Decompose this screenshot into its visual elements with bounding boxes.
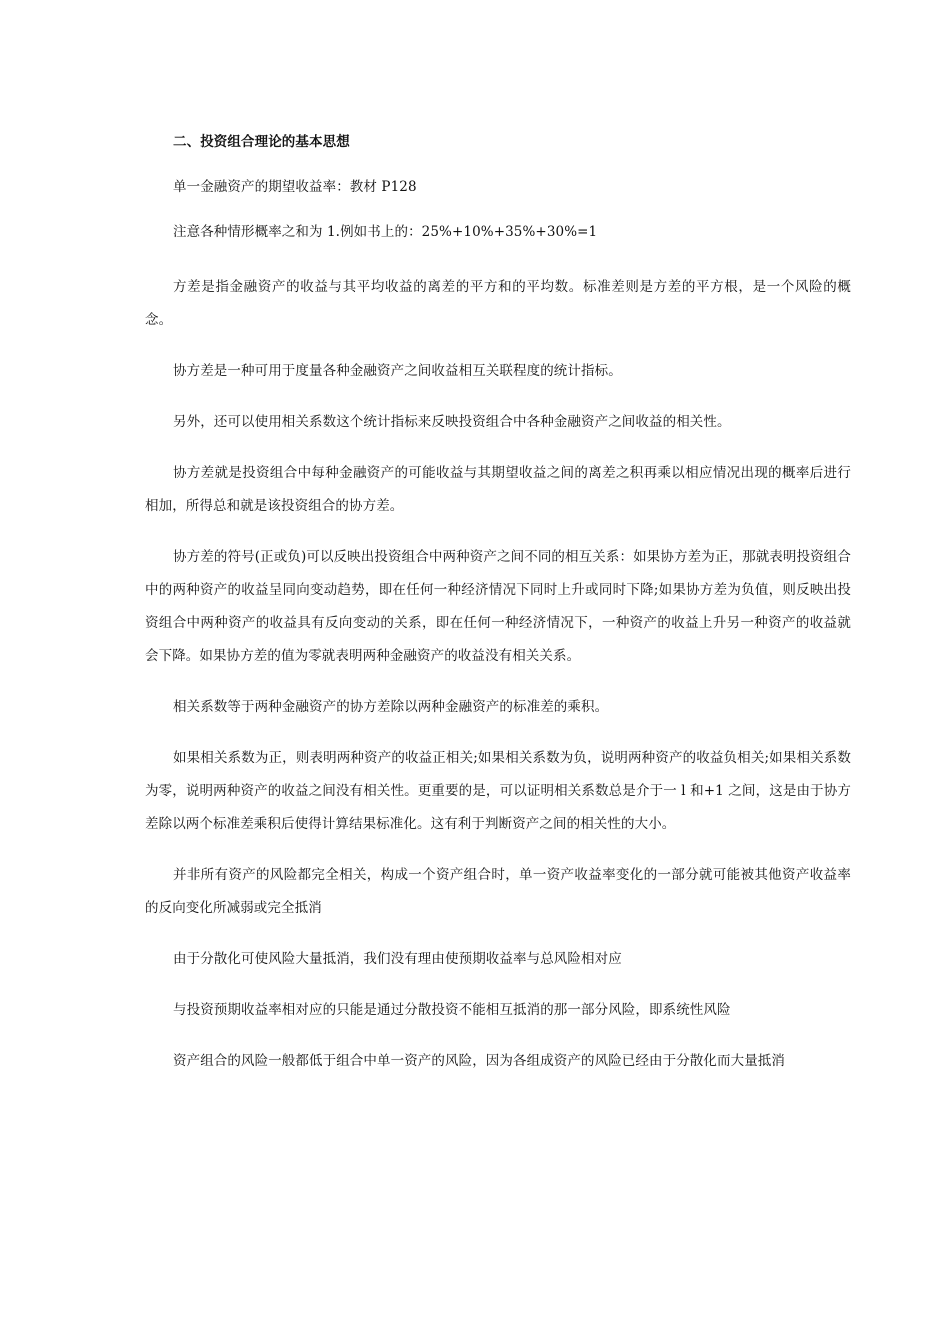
paragraph-correlation-intro: 另外，还可以使用相关系数这个统计指标来反映投资组合中各种金融资产之间收益的相关性。 [173,414,731,430]
paragraph-probability-sum: 注意各种情形概率之和为 1.例如书上的：25%+10%+35%+30%=1 [173,224,598,240]
paragraph-expected-return: 单一金融资产的期望收益率：教材 P128 [173,179,417,195]
paragraph-covariance-sign: 协方差的符号(正或负)可以反映出投资组合中两种资产之间不同的相互关系：如果协方差为正，那就表明投资组合中的两种资产的收益呈同向变动趋势，即在任何一种经济情况下同时上升或同时下降;如果协方差为负值，则反映出投资组合中两种资产的收益具有反向变动的关系，即在任何一种经济情况下，一种资产的收益上升另一种资产的收益就会下降。如果协方差的值为零就表明两种金融资产的收益没有相关关系。 [145,549,851,664]
paragraph-systematic-risk: 与投资预期收益率相对应的只能是通过分散投资不能相互抵消的那一部分风险，即系统性风险 [173,1002,731,1018]
paragraph-risk-offset: 并非所有资产的风险都完全相关，构成一个资产组合时，单一资产收益率变化的一部分就可能被其他资产收益率的反向变化所减弱或完全抵消 [145,867,851,916]
paragraph-variance: 方差是指金融资产的收益与其平均收益的离差的平方和的平均数。标准差则是方差的平方根，是一个风险的概念。 [145,279,851,328]
document-body [145,126,851,1078]
paragraph-diversification: 由于分散化可使风险大量抵消，我们没有理由使预期收益率与总风险相对应 [173,951,622,967]
paragraph-correlation-sign: 如果相关系数为正，则表明两种资产的收益正相关;如果相关系数为负，说明两种资产的收益负相关;如果相关系数为零，说明两种资产的收益之间没有相关性。更重要的是，可以证明相关系数总是介于一 l 和+1 之间，这是由于协方差除以两个标准差乘积后使得计算结果标准化。这有利于判断资产之间的相关性的大小。 [145,750,851,832]
paragraph-covariance-calculation: 协方差就是投资组合中每种金融资产的可能收益与其期望收益之间的离差之积再乘以相应情况出现的概率后进行相加，所得总和就是该投资组合的协方差。 [145,465,851,514]
paragraph-portfolio-risk: 资产组合的风险一般都低于组合中单一资产的风险，因为各组成资产的风险已经由于分散化而大量抵消 [173,1053,785,1069]
paragraph-correlation-definition: 相关系数等于两种金融资产的协方差除以两种金融资产的标准差的乘积。 [173,699,609,715]
paragraph-covariance-definition: 协方差是一种可用于度量各种金融资产之间收益相互关联程度的统计指标。 [173,363,622,379]
section-heading: 二、投资组合理论的基本思想 [173,134,350,150]
